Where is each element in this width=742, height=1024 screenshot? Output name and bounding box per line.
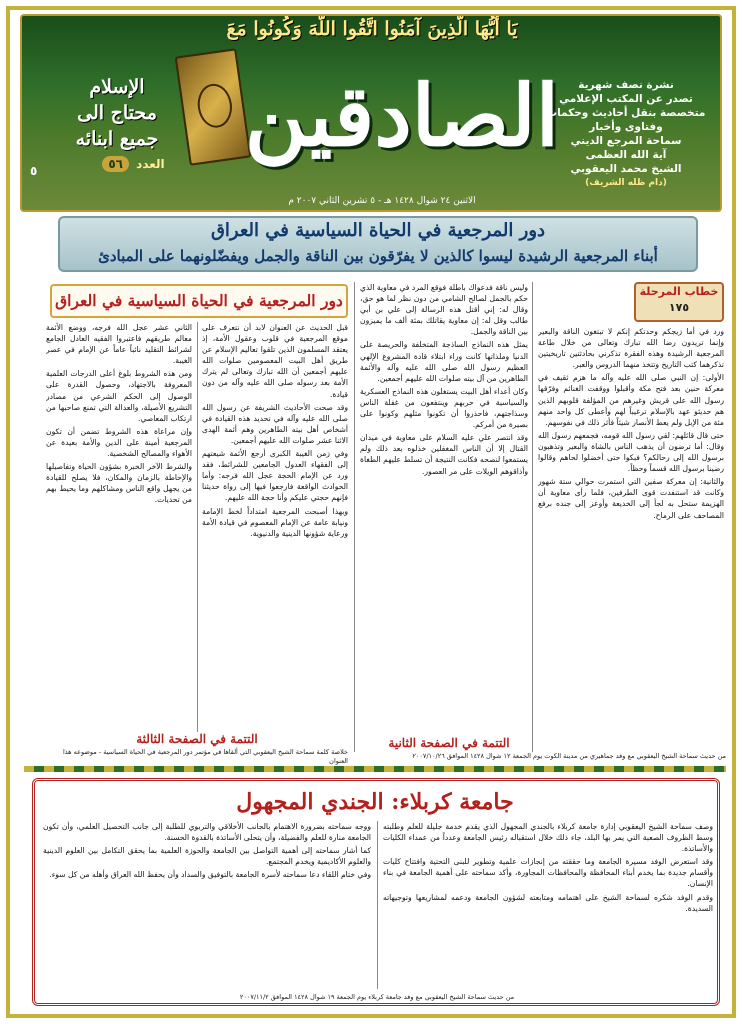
sidebar-paragraph: الأولى: إن النبي صلى الله عليه وآله ما هزم ثقيف في معركة حنين بعد فتح مكة وأقبلوا ووقفت الغنائم وفرّقها رسول الله على قريش وغيرهم من المؤلفة قلوبهم الذين هم حديثو عهد بالإسلام ترغيباً لهم وأعطى كل واحد منهم مئة من الإبل ولم يعط الأنصار شيئاً فأثر ذلك في نفوسهم. xyxy=(538,373,724,427)
column-divider xyxy=(197,322,198,732)
issue-number xyxy=(82,156,182,172)
article-paragraph: وفي زمن الغيبة الكبرى أرجع الأئمة شيعتهم إلى الفقهاء العدول الجامعين للشرائط، فقد ورد عن الإمام الحجة عجل الله فرجه: وأما الحوادث الواقعة فارجعوا فيها إلى رواة حديثنا فإنهم حجتي عليكم وأنا حجة الله عليهم. xyxy=(202,449,348,503)
col2-paragraph: وكان أعداء أهل البيت يستغلون هذه النماذج العسكرية والسياسية في حربهم وينتفعون من غفلة الناس وسذاجتهم، فاحذروا أن تكونوا مثلهم وكونوا على بصيرة من أمركم. xyxy=(360,386,528,430)
headline-line-1: دور المرجعية في الحياة السياسية في العراق xyxy=(210,220,546,241)
bottom-paragraph: وفي ختام اللقاء دعا سماحته لأسرة الجامعة بالتوفيق والسداد وأن يحفظ الله العراق وأهله من كل سوء. xyxy=(49,870,371,880)
column-divider xyxy=(377,821,378,989)
bottom-paragraph: كما أشار سماحته إلى أهمية التواصل بين الجامعة والحوزة العلمية بما يحقق التكامل بين العلوم الدينية والعلوم الأكاديمية ويخدم المجتمع. xyxy=(43,846,371,867)
article-paragraph: وقد صحت الأحاديث الشريفة عن رسول الله صلى الله عليه وآله في تحديد هذه القيادة في أشخاص أهل بيته الطاهرين وهم أئمة الهدى الاثنا عشر صلوات الله عليهم أجمعين. xyxy=(202,402,348,445)
article-paragraph: الثاني عشر عجل الله فرجه، ووضع الأئمة معالم طريقهم فاعتبروا الفقيه العادل الجامع لشرائط التقليد نائباً عاماً عن الإمام في عصر الغيبة. xyxy=(46,323,192,366)
bottom-column-right xyxy=(383,821,713,989)
issue-label: العدد xyxy=(136,157,165,171)
sidebar-heading-text: خطاب المرحلة xyxy=(639,285,719,298)
main-headline xyxy=(58,216,698,272)
slogan xyxy=(62,74,172,152)
sidebar-paragraph: حتى قال قائلهم: لقي رسول الله قومه، فجمعهم رسول الله وقال: أما ترضون أن يذهب الناس بالشاة والبعير وتذهبون برسول الله إلى رحالكم؟ فبكوا حتى أخضلوا لحاهم وقالوا رضينا برسول الله قسماً وحظاً. xyxy=(538,430,724,474)
info-line: سماحة المرجع الديني xyxy=(570,135,682,147)
col2-paragraph: وليس ناقة فدعواك باطلة فوقع المرد في معاوية الذي حكم بالجمل لصالح الشامي من دون نظر لما هو حق، وقال له: إني أقتل هذه الرسالة إلى علي بن أبي طالب وقل له: إن معاوية يقاتلك بمئة ألف ما يميزون بين الناقة والجمل. xyxy=(360,283,528,337)
bottom-paragraph: وقد استعرض الوفد مسيرة الجامعة وما حققته من إنجازات علمية وتطوير للبنى التحتية وافتتاح كليات وأقسام جديدة بما يخدم أبناء المحافظة والمحافظات المجاورة، وأكد سماحته على أهمية الجامعة في بناء الإنسان. xyxy=(383,857,713,889)
col2-paragraph: وقد انتصر علي عليه السلام على معاوية في ميدان القتال إلا أن الناس المغفلين خذلوه بعد ذلك ولم يستمعوا لنصحه فكانت النتيجة أن تسلط عليهم الطغاة وأذاقوهم الويلات على مر العصور. xyxy=(360,433,528,476)
newsletter-page xyxy=(6,6,736,1018)
article-paragraph: قبل الحديث عن العنوان لابد أن نتعرف على موقع المرجعية في قلوب وعقول الأمة، إذ يعتقد المسلمون الذين تلقوا تعاليم الإسلام عن طريق أهل البيت المعصومين صلوات الله عليهم أجمعين أن الله تبارك وتعالى لم يترك الأمة بعد رسوله صلى الله عليه وآله من دون قيادة. xyxy=(202,323,348,399)
bottom-paragraph: وصف سماحة الشيخ اليعقوبي إدارة جامعة كربلاء بالجندي المجهول الذي يقدم خدمة جليلة للعلم وطلبته وسط الظروف الصعبة التي يمر بها البلد، جاء ذلك خلال استقباله رئيس الجامعة وعدداً من عمداء الكليات والأساتذة. xyxy=(383,822,713,854)
article-continue-note: التتمة في الصفحة الثالثة xyxy=(136,732,258,746)
bottom-paragraph: ووجه سماحته بضرورة الاهتمام بالجانب الأخلاقي والتربوي للطلبة إلى جانب التحصيل العلمي، وأن تكون الجامعة منارة للعلم والفضيلة، وأن يتحلى الأساتذة بالقدوة الحسنة. xyxy=(43,822,371,843)
article-paragraph: ومن هذه الشروط بلوغ أعلى الدرجات العلمية المعروفة بالاجتهاد، وحصول القدرة على الوصول إلى الحكم الشرعي من مصادر التشريع الأصيلة، والعدالة التي تمنع صاحبها من ارتكاب المعاصي. xyxy=(46,369,192,423)
info-line: وفتاوى وأخبار xyxy=(589,121,663,133)
column-divider xyxy=(354,282,355,752)
sidebar-paragraph: والثانية: إن معركة صفين التي استمرت حوالي ستة شهور وكانت قد استنفدت قوى الطرفين، فلما رأى معاوية أن الهزيمة ستحل به لجأ إلى الخديعة وأوعز إلى جنده برفع المصاحف على الرماح. xyxy=(538,477,724,520)
issue-number-value: ٥٦ xyxy=(102,156,129,172)
column-divider xyxy=(532,282,533,752)
sidebar-heading xyxy=(634,282,724,322)
article-paragraph: والشرط الآخر الخبرة بشؤون الحياة وتفاصيلها والإحاطة بالزمان والمكان، فلا يصلح للقيادة من يجهل واقع الناس ومشاكلهم وما يحيط بهم من تحديات. xyxy=(46,462,192,505)
issue-side-number: ٥ xyxy=(30,164,38,178)
article-title: دور المرجعية في الحياة السياسية في العراق xyxy=(50,284,348,318)
slogan-line: جميع ابنائه xyxy=(75,128,159,150)
issue-date: الاثنين ٢٤ شوال ١٤٢٨ هـ - ٥ تشرين الثاني ٢٠٠٧ م xyxy=(288,196,476,206)
info-line: نشرة نصف شهرية xyxy=(578,79,674,91)
quran-verse: يَا أَيُّهَا الَّذِينَ آمَنُوا اتَّقُوا اللَّهَ وَكُونُوا مَعَ xyxy=(226,18,518,40)
article-footnote: خلاصة كلمة سماحة الشيخ اليعقوبي التي ألقاها في مؤتمر دور المرجعية في الحياة السياسية - موضوعه هذا العنوان xyxy=(62,748,348,765)
col2-footnote: من حديث سماحة الشيخ اليعقوبي مع وفد جماهيري من مدينة الكوت يوم الجمعة ١٢ شوال ١٤٢٨ الموافق ٢٠٠٧/١٠/٢٦ xyxy=(412,752,726,760)
sidebar-paragraph: ورد في أما زيجكم وحدتكم إنكم لا تبتغون الناقة والبعير وإنما تريدون رضا الله تبارك وتعالى من خلال طاعة المرجعية الرشيدة وهذه الفقرة تذكرني بحادثتين تاريخيتين تذكرهما كتب التاريخ وتتخذ منهما الدروس والعبر. xyxy=(538,327,724,370)
info-signature: (دام ظله الشريف) xyxy=(585,178,667,188)
sidebar-number: ١٧٥ xyxy=(668,301,690,314)
headline-line-2: أبناء المرجعية الرشيدة ليسوا كالذين لا يفرّقون بين الناقة والجمل ويفضّلونهما على المبادئ xyxy=(98,247,658,265)
publisher-info xyxy=(546,78,706,190)
bottom-column-left xyxy=(43,821,371,989)
slogan-line: محتاج الى xyxy=(77,102,157,124)
info-line: آية الله العظمى xyxy=(585,149,667,161)
article-column-right xyxy=(202,322,348,732)
column-two xyxy=(360,282,528,734)
bottom-footnote: من حديث سماحة الشيخ اليعقوبي مع وفد جامعة كربلاء يوم الجمعة ١٩ شوال ١٤٢٨ الموافق ٢٠٠٧/١١/٢ xyxy=(239,993,515,1001)
article-paragraph: وإن مراعاة هذه الشروط تضمن أن تكون المرجعية أمينة على الدين والأمة بعيدة عن الأهواء والمصالح الشخصية. xyxy=(46,426,192,459)
info-line: متخصصة بنقل أحاديث وحكمات xyxy=(546,107,706,119)
section-separator xyxy=(24,766,726,772)
article-column-left xyxy=(46,322,192,732)
col2-paragraph: يمثل هذه النماذج الساذجة المتخلفة والحريصة على الدنيا وملذاتها كانت وراء ابتلاء قادة المشروع الإلهي العظيم رسول الله صلى الله عليه وآله والأئمة الطاهرين من آل بيته صلوات الله عليهم أجمعين. xyxy=(360,340,528,383)
continue-note: التتمة في الصفحة الثانية xyxy=(388,736,510,750)
article-paragraph: وبهذا أصبحت المرجعية امتداداً لخط الإمامة ونيابة عامة عن الإمام المعصوم في قيادة الأمة ورعاية شؤونها الدينية والدنيوية. xyxy=(202,506,348,538)
bottom-article-title: جامعة كربلاء: الجندي المجهول xyxy=(236,789,514,815)
masthead xyxy=(20,14,722,212)
slogan-line: الإسلام xyxy=(89,76,145,98)
info-line: تصدر عن المكتب الإعلامي xyxy=(559,93,693,105)
sidebar-column xyxy=(538,326,724,736)
bottom-article xyxy=(32,778,720,1006)
bottom-paragraph: وقدم الوفد شكره لسماحة الشيخ على اهتمامه ومتابعته لشؤون الجامعة ودعمه لمشاريعها وتوجيهاته السديدة. xyxy=(383,892,713,913)
info-line: الشيخ محمد اليعقوبي xyxy=(570,163,682,175)
newsletter-title: الصادقين xyxy=(244,66,560,165)
